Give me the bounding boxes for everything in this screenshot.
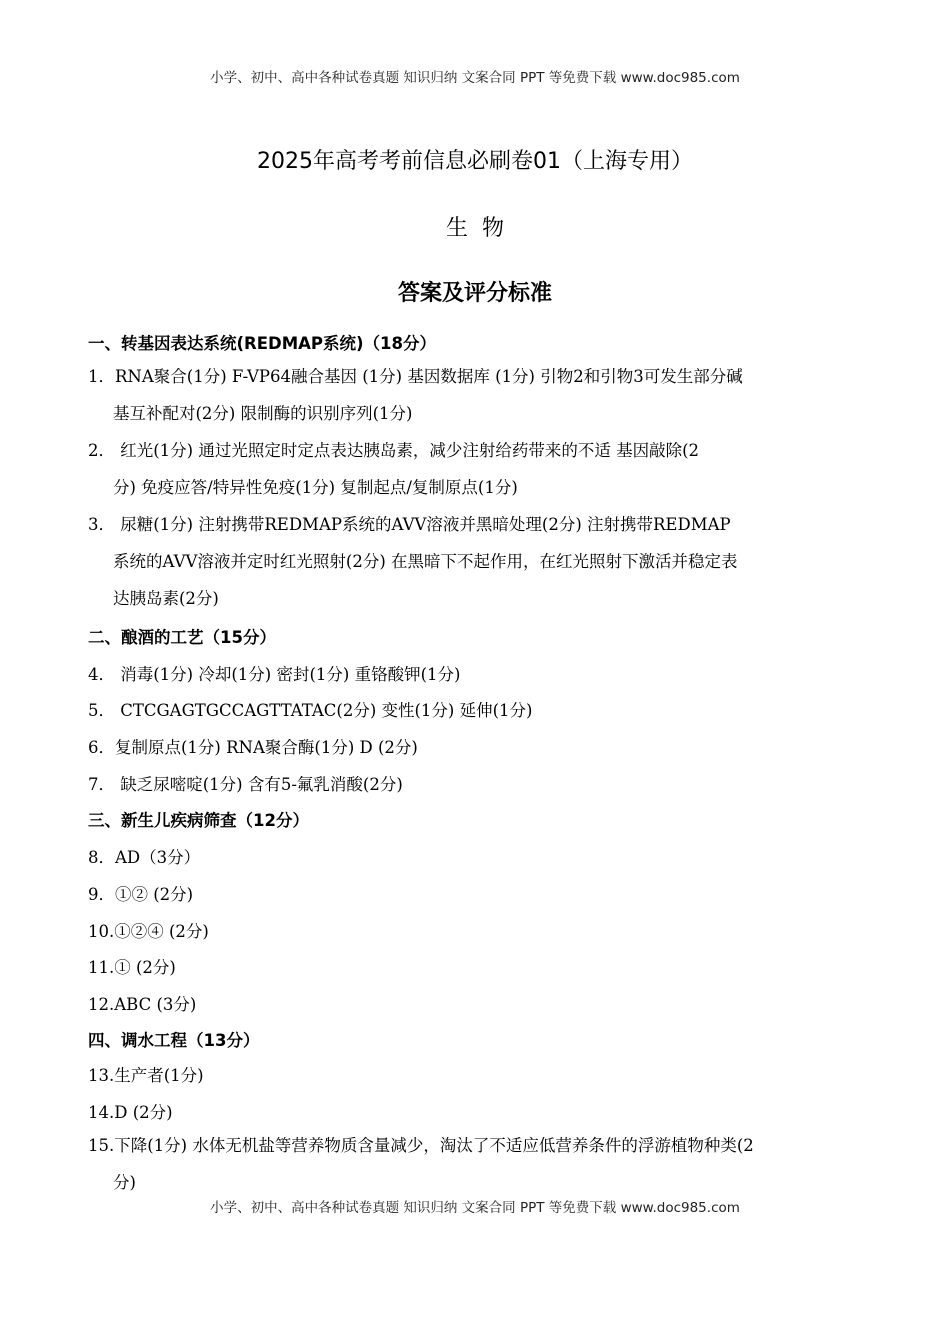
- answer-3-line-3: 达胰岛素(2分): [113, 589, 219, 608]
- answer-1: [88, 358, 866, 432]
- page-header: 小学、初中、高中各种试卷真题 知识归纳 文案合同 PPT 等免费下载 www.doc985.com: [210, 70, 740, 86]
- answer-12: 12.ABC (3分): [88, 995, 197, 1014]
- section-heading-1: 一、转基因表达系统(REDMAP系统)（18分）: [88, 334, 436, 353]
- answer-3-line-1: 3． 尿糖(1分) 注射携带REDMAP系统的AVV溶液并黑暗处理(2分) 注射携带REDMAP: [88, 515, 731, 534]
- page-footer: 小学、初中、高中各种试卷真题 知识归纳 文案合同 PPT 等免费下载 www.doc985.com: [210, 1200, 740, 1216]
- answer-7: 7． 缺乏尿嘧啶(1分) 含有5-氟乳消酸(2分): [88, 775, 403, 794]
- answer-5: 5． CTCGAGTGCCAGTTATAC(2分) 变性(1分) 延伸(1分): [88, 701, 533, 720]
- answer-15-line-1: 15.下降(1分) 水体无机盐等营养物质含量减少，淘汰了不适应低营养条件的浮游植物种类(2: [88, 1136, 754, 1155]
- answer-6: 6．复制原点(1分) RNA聚合酶(1分) D (2分): [88, 738, 418, 757]
- section-heading-3: 三、新生儿疾病筛查（12分）: [88, 811, 309, 830]
- answer-9: 9．①② (2分): [88, 885, 194, 904]
- section-heading-4: 四、调水工程（13分）: [88, 1031, 260, 1050]
- answer-11: 11.① (2分): [88, 958, 176, 977]
- answer-4: 4． 消毒(1分) 冷却(1分) 密封(1分) 重铬酸钾(1分): [88, 665, 461, 684]
- answer-15-line-2: 分): [113, 1173, 136, 1192]
- exam-title: 2025年高考考前信息必刷卷01（上海专用）: [257, 149, 693, 174]
- answer-3-line-2: 系统的AVV溶液并定时红光照射(2分) 在黑暗下不起作用，在红光照射下激活并稳定表: [113, 552, 738, 571]
- answer-14: 14.D (2分): [88, 1103, 173, 1122]
- answer-15: [88, 1127, 866, 1201]
- answer-1-line-1: 1．RNA聚合(1分) F-VP64融合基因 (1分) 基因数据库 (1分) 引物2和引物3可发生部分碱: [88, 367, 743, 386]
- answer-3: [88, 506, 866, 617]
- answer-2: [88, 432, 866, 506]
- answer-key-title: 答案及评分标准: [397, 281, 552, 306]
- subject-title: 生物: [445, 216, 518, 241]
- answer-2-line-2: 分) 免疫应答/特异性免疫(1分) 复制起点/复制原点(1分): [113, 478, 518, 497]
- answer-2-line-1: 2． 红光(1分) 通过光照定时定点表达胰岛素，减少注射给药带来的不适 基因敲除(2: [88, 441, 700, 460]
- answer-1-line-2: 基互补配对(2分) 限制酶的识别序列(1分): [113, 404, 413, 423]
- answer-10: 10.①②④ (2分): [88, 922, 209, 941]
- answer-8: 8．AD（3分）: [88, 848, 201, 867]
- answer-13: 13.生产者(1分): [88, 1066, 204, 1085]
- section-heading-2: 二、酿酒的工艺（15分）: [88, 628, 276, 647]
